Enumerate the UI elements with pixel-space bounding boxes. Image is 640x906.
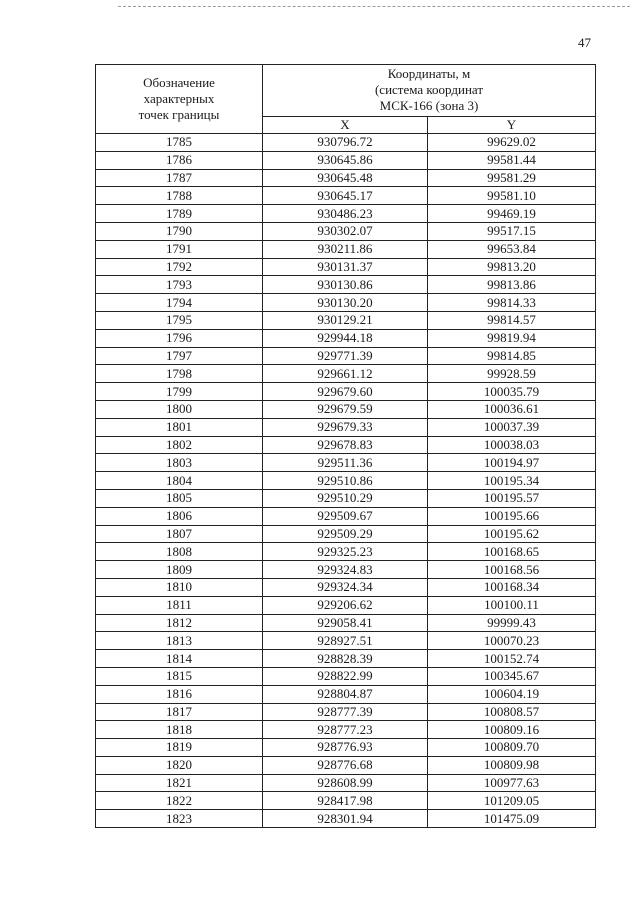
x-coordinate-cell: 928777.39 bbox=[263, 703, 428, 721]
point-id-cell: 1803 bbox=[96, 454, 263, 472]
x-coordinate-cell: 928417.98 bbox=[263, 792, 428, 810]
table-row bbox=[96, 792, 596, 810]
y-coordinate-cell: 100195.62 bbox=[428, 525, 596, 543]
table-row bbox=[96, 436, 596, 454]
y-coordinate-cell: 100038.03 bbox=[428, 436, 596, 454]
table-row bbox=[96, 400, 596, 418]
x-coordinate-cell: 930796.72 bbox=[263, 134, 428, 152]
point-id-cell: 1793 bbox=[96, 276, 263, 294]
table-row bbox=[96, 365, 596, 383]
x-coordinate-cell: 930645.48 bbox=[263, 169, 428, 187]
y-coordinate-cell: 99581.44 bbox=[428, 151, 596, 169]
y-coordinate-cell: 99469.19 bbox=[428, 205, 596, 223]
x-coordinate-cell: 929679.59 bbox=[263, 400, 428, 418]
y-coordinate-cell: 99653.84 bbox=[428, 240, 596, 258]
x-coordinate-cell: 929771.39 bbox=[263, 347, 428, 365]
table-row bbox=[96, 721, 596, 739]
point-id-cell: 1788 bbox=[96, 187, 263, 205]
point-id-cell: 1785 bbox=[96, 134, 263, 152]
point-id-cell: 1816 bbox=[96, 685, 263, 703]
y-coordinate-cell: 100345.67 bbox=[428, 667, 596, 685]
table-row bbox=[96, 311, 596, 329]
x-coordinate-cell: 929509.29 bbox=[263, 525, 428, 543]
table-row bbox=[96, 187, 596, 205]
point-id-cell: 1806 bbox=[96, 507, 263, 525]
table-row bbox=[96, 578, 596, 596]
y-coordinate-cell: 99581.10 bbox=[428, 187, 596, 205]
x-coordinate-cell: 929944.18 bbox=[263, 329, 428, 347]
table-row bbox=[96, 329, 596, 347]
table-row bbox=[96, 632, 596, 650]
point-id-cell: 1808 bbox=[96, 543, 263, 561]
x-coordinate-cell: 929510.29 bbox=[263, 489, 428, 507]
table-row bbox=[96, 418, 596, 436]
table-row bbox=[96, 703, 596, 721]
point-id-cell: 1814 bbox=[96, 650, 263, 668]
y-coordinate-cell: 100168.34 bbox=[428, 578, 596, 596]
table-row bbox=[96, 650, 596, 668]
table-header bbox=[96, 65, 596, 134]
y-coordinate-cell: 99928.59 bbox=[428, 365, 596, 383]
table-row bbox=[96, 383, 596, 401]
table-row bbox=[96, 561, 596, 579]
y-coordinate-cell: 100809.70 bbox=[428, 739, 596, 757]
x-coordinate-cell: 929058.41 bbox=[263, 614, 428, 632]
x-coordinate-cell: 928777.23 bbox=[263, 721, 428, 739]
point-id-cell: 1795 bbox=[96, 311, 263, 329]
point-id-cell: 1787 bbox=[96, 169, 263, 187]
table-row bbox=[96, 169, 596, 187]
x-coordinate-cell: 929324.83 bbox=[263, 561, 428, 579]
x-coordinate-cell: 929661.12 bbox=[263, 365, 428, 383]
point-id-cell: 1804 bbox=[96, 472, 263, 490]
y-coordinate-cell: 100195.66 bbox=[428, 507, 596, 525]
y-coordinate-cell: 100037.39 bbox=[428, 418, 596, 436]
x-coordinate-cell: 929679.33 bbox=[263, 418, 428, 436]
y-coordinate-cell: 101209.05 bbox=[428, 792, 596, 810]
y-coordinate-cell: 99813.86 bbox=[428, 276, 596, 294]
table-row bbox=[96, 205, 596, 223]
table-row bbox=[96, 258, 596, 276]
table-row bbox=[96, 151, 596, 169]
x-coordinate-cell: 928927.51 bbox=[263, 632, 428, 650]
y-coordinate-cell: 100809.16 bbox=[428, 721, 596, 739]
x-coordinate-cell: 929678.83 bbox=[263, 436, 428, 454]
y-coordinate-cell: 99581.29 bbox=[428, 169, 596, 187]
table-row bbox=[96, 347, 596, 365]
point-id-cell: 1815 bbox=[96, 667, 263, 685]
point-id-cell: 1809 bbox=[96, 561, 263, 579]
table-body bbox=[96, 134, 596, 828]
point-id-cell: 1811 bbox=[96, 596, 263, 614]
point-id-cell: 1821 bbox=[96, 774, 263, 792]
table-row bbox=[96, 614, 596, 632]
point-id-cell: 1801 bbox=[96, 418, 263, 436]
table-row bbox=[96, 810, 596, 828]
x-coordinate-cell: 929206.62 bbox=[263, 596, 428, 614]
top-dashed-rule bbox=[118, 6, 630, 7]
point-id-cell: 1800 bbox=[96, 400, 263, 418]
point-id-cell: 1807 bbox=[96, 525, 263, 543]
y-coordinate-cell: 99629.02 bbox=[428, 134, 596, 152]
x-coordinate-cell: 929324.34 bbox=[263, 578, 428, 596]
y-coordinate-cell: 100195.57 bbox=[428, 489, 596, 507]
point-id-cell: 1789 bbox=[96, 205, 263, 223]
table-row bbox=[96, 472, 596, 490]
table-row bbox=[96, 685, 596, 703]
header-y: Y bbox=[428, 116, 596, 133]
point-id-cell: 1817 bbox=[96, 703, 263, 721]
y-coordinate-cell: 100194.97 bbox=[428, 454, 596, 472]
point-id-cell: 1797 bbox=[96, 347, 263, 365]
point-id-cell: 1794 bbox=[96, 294, 263, 312]
x-coordinate-cell: 930486.23 bbox=[263, 205, 428, 223]
x-coordinate-cell: 930130.86 bbox=[263, 276, 428, 294]
point-id-cell: 1802 bbox=[96, 436, 263, 454]
y-coordinate-cell: 99819.94 bbox=[428, 329, 596, 347]
y-coordinate-cell: 100168.56 bbox=[428, 561, 596, 579]
point-id-cell: 1812 bbox=[96, 614, 263, 632]
point-id-cell: 1792 bbox=[96, 258, 263, 276]
header-point-designation: Обозначение характерных точек границы bbox=[96, 65, 263, 134]
y-coordinate-cell: 100168.65 bbox=[428, 543, 596, 561]
table-row bbox=[96, 667, 596, 685]
x-coordinate-cell: 928828.39 bbox=[263, 650, 428, 668]
y-coordinate-cell: 100195.34 bbox=[428, 472, 596, 490]
x-coordinate-cell: 928776.68 bbox=[263, 756, 428, 774]
y-coordinate-cell: 99814.85 bbox=[428, 347, 596, 365]
x-coordinate-cell: 930645.17 bbox=[263, 187, 428, 205]
table-row bbox=[96, 543, 596, 561]
x-coordinate-cell: 929325.23 bbox=[263, 543, 428, 561]
y-coordinate-cell: 100808.57 bbox=[428, 703, 596, 721]
header-coordinates: Координаты, м (система координат МСК-166 (зона 3) bbox=[263, 65, 596, 117]
x-coordinate-cell: 930302.07 bbox=[263, 222, 428, 240]
point-id-cell: 1820 bbox=[96, 756, 263, 774]
y-coordinate-cell: 100604.19 bbox=[428, 685, 596, 703]
y-coordinate-cell: 100100.11 bbox=[428, 596, 596, 614]
x-coordinate-cell: 929509.67 bbox=[263, 507, 428, 525]
x-coordinate-cell: 930130.20 bbox=[263, 294, 428, 312]
table-row bbox=[96, 525, 596, 543]
y-coordinate-cell: 100036.61 bbox=[428, 400, 596, 418]
table-row bbox=[96, 489, 596, 507]
point-id-cell: 1798 bbox=[96, 365, 263, 383]
table-row bbox=[96, 774, 596, 792]
x-coordinate-cell: 928804.87 bbox=[263, 685, 428, 703]
x-coordinate-cell: 930645.86 bbox=[263, 151, 428, 169]
coordinates-table bbox=[95, 64, 596, 828]
x-coordinate-cell: 929679.60 bbox=[263, 383, 428, 401]
point-id-cell: 1791 bbox=[96, 240, 263, 258]
table-row bbox=[96, 294, 596, 312]
y-coordinate-cell: 100152.74 bbox=[428, 650, 596, 668]
table-row bbox=[96, 276, 596, 294]
x-coordinate-cell: 929511.36 bbox=[263, 454, 428, 472]
table-row bbox=[96, 240, 596, 258]
point-id-cell: 1818 bbox=[96, 721, 263, 739]
point-id-cell: 1790 bbox=[96, 222, 263, 240]
y-coordinate-cell: 101475.09 bbox=[428, 810, 596, 828]
table-row bbox=[96, 222, 596, 240]
x-coordinate-cell: 930129.21 bbox=[263, 311, 428, 329]
y-coordinate-cell: 100809.98 bbox=[428, 756, 596, 774]
table-row bbox=[96, 739, 596, 757]
point-id-cell: 1796 bbox=[96, 329, 263, 347]
y-coordinate-cell: 99999.43 bbox=[428, 614, 596, 632]
y-coordinate-cell: 99813.20 bbox=[428, 258, 596, 276]
y-coordinate-cell: 99517.15 bbox=[428, 222, 596, 240]
y-coordinate-cell: 99814.33 bbox=[428, 294, 596, 312]
header-x: X bbox=[263, 116, 428, 133]
point-id-cell: 1799 bbox=[96, 383, 263, 401]
y-coordinate-cell: 99814.57 bbox=[428, 311, 596, 329]
y-coordinate-cell: 100035.79 bbox=[428, 383, 596, 401]
x-coordinate-cell: 929510.86 bbox=[263, 472, 428, 490]
point-id-cell: 1822 bbox=[96, 792, 263, 810]
point-id-cell: 1823 bbox=[96, 810, 263, 828]
table-row bbox=[96, 134, 596, 152]
table-row bbox=[96, 596, 596, 614]
x-coordinate-cell: 928301.94 bbox=[263, 810, 428, 828]
x-coordinate-cell: 930131.37 bbox=[263, 258, 428, 276]
point-id-cell: 1813 bbox=[96, 632, 263, 650]
point-id-cell: 1810 bbox=[96, 578, 263, 596]
y-coordinate-cell: 100070.23 bbox=[428, 632, 596, 650]
point-id-cell: 1786 bbox=[96, 151, 263, 169]
table-row bbox=[96, 756, 596, 774]
x-coordinate-cell: 930211.86 bbox=[263, 240, 428, 258]
y-coordinate-cell: 100977.63 bbox=[428, 774, 596, 792]
point-id-cell: 1819 bbox=[96, 739, 263, 757]
point-id-cell: 1805 bbox=[96, 489, 263, 507]
page-number: 47 bbox=[578, 35, 591, 50]
x-coordinate-cell: 928822.99 bbox=[263, 667, 428, 685]
x-coordinate-cell: 928608.99 bbox=[263, 774, 428, 792]
table-row bbox=[96, 454, 596, 472]
x-coordinate-cell: 928776.93 bbox=[263, 739, 428, 757]
table-row bbox=[96, 507, 596, 525]
